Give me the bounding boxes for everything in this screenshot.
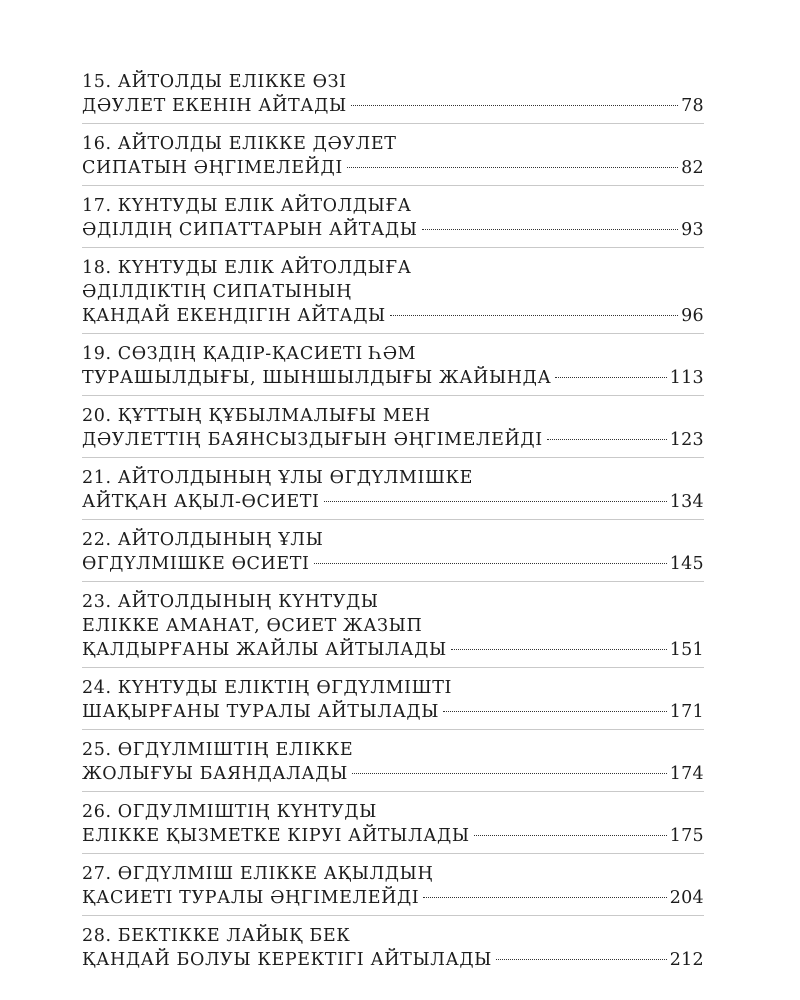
toc-entry-last-line bbox=[82, 886, 704, 910]
toc-entry-last-line bbox=[82, 700, 704, 724]
toc-entry-title-line: ДӘУЛЕТТІҢ БАЯНСЫЗДЫҒЫН ӘҢГІМЕЛЕЙДІ bbox=[82, 430, 543, 450]
toc-entry bbox=[82, 466, 704, 520]
toc-entry-last-line bbox=[82, 490, 704, 514]
toc-entry bbox=[82, 404, 704, 458]
toc-entry-title-line: ҚАНДАЙ ЕКЕНДІГІН АЙТАДЫ bbox=[82, 306, 386, 326]
toc-entry-last-line bbox=[82, 156, 704, 180]
dot-leader bbox=[547, 439, 667, 440]
dot-leader bbox=[422, 229, 679, 230]
toc-entry-last-line bbox=[82, 304, 704, 328]
toc-entry-last-line bbox=[82, 552, 704, 576]
dot-leader bbox=[314, 563, 667, 564]
toc-entry-title-line: 25. ӨГДҮЛМІШТІҢ ЕЛІККЕ bbox=[82, 740, 354, 760]
toc-page-number: 151 bbox=[669, 640, 704, 660]
toc-entry-title-line: 22. АЙТОЛДЫНЫҢ ҰЛЫ bbox=[82, 530, 324, 550]
dot-leader bbox=[443, 711, 667, 712]
dot-leader bbox=[390, 315, 678, 316]
toc-entry-title-line: 24. КҮНТУДЫ ЕЛІКТІҢ ӨГДҮЛМІШТІ bbox=[82, 678, 453, 698]
toc-page-number: 82 bbox=[681, 158, 704, 178]
toc-entry-title-line: ҚАНДАЙ БОЛУЫ КЕРЕКТІГІ АЙТЫЛАДЫ bbox=[82, 950, 492, 970]
toc-entry-title-line: ДӘУЛЕТ ЕКЕНІН АЙТАДЫ bbox=[82, 96, 347, 116]
toc-entry-title-line: 18. КҮНТУДЫ ЕЛІК АЙТОЛДЫҒА bbox=[82, 258, 412, 278]
toc-entry-title-line: ШАҚЫРҒАНЫ ТУРАЛЫ АЙТЫЛАДЫ bbox=[82, 702, 440, 722]
toc-entry-last-line bbox=[82, 948, 704, 972]
toc-entry-title-line: ЕЛІККЕ АМАНАТ, ӨСИЕТ ЖАЗЫП bbox=[82, 616, 423, 636]
toc-entry-title-line: 23. АЙТОЛДЫНЫҢ КҮНТУДЫ bbox=[82, 592, 379, 612]
toc-entry-last-line bbox=[82, 428, 704, 452]
table-of-contents bbox=[82, 70, 704, 985]
toc-entry-title-line: ТУРАШЫЛДЫҒЫ, ШЫНШЫЛДЫҒЫ ЖАЙЫНДА bbox=[82, 368, 552, 388]
toc-entry-title-line: СИПАТЫН ӘҢГІМЕЛЕЙДІ bbox=[82, 158, 343, 178]
toc-page-number: 123 bbox=[669, 430, 704, 450]
toc-entry-title-line: ҚАЛДЫРҒАНЫ ЖАЙЛЫ АЙТЫЛАДЫ bbox=[82, 640, 447, 660]
toc-entry bbox=[82, 132, 704, 186]
toc-entry bbox=[82, 342, 704, 396]
toc-entry-last-line bbox=[82, 366, 704, 390]
toc-entry-title-line: 15. АЙТОЛДЫ ЕЛІККЕ ӨЗІ bbox=[82, 72, 347, 92]
toc-entry-last-line bbox=[82, 762, 704, 786]
toc-entry-last-line bbox=[82, 218, 704, 242]
toc-entry-last-line bbox=[82, 824, 704, 848]
toc-entry bbox=[82, 590, 704, 668]
dot-leader bbox=[352, 773, 667, 774]
dot-leader bbox=[423, 897, 666, 898]
dot-leader bbox=[351, 105, 678, 106]
toc-page-number: 212 bbox=[669, 950, 704, 970]
toc-entry bbox=[82, 70, 704, 124]
toc-entry bbox=[82, 528, 704, 582]
dot-leader bbox=[496, 959, 667, 960]
dot-leader bbox=[474, 835, 667, 836]
toc-entry-title-line: ҚАСИЕТІ ТУРАЛЫ ӘҢГІМЕЛЕЙДІ bbox=[82, 888, 420, 908]
toc-entry-title-line: ӨГДҮЛМІШКЕ ӨСИЕТІ bbox=[82, 554, 310, 574]
toc-page-number: 171 bbox=[669, 702, 704, 722]
toc-page-number: 145 bbox=[669, 554, 704, 574]
toc-entry bbox=[82, 800, 704, 854]
toc-entry-title-line: ЖОЛЫҒУЫ БАЯНДАЛАДЫ bbox=[82, 764, 348, 784]
toc-entry-title-line: ӘДІЛДІКТІҢ СИПАТЫНЫҢ bbox=[82, 282, 352, 302]
dot-leader bbox=[347, 167, 678, 168]
toc-entry-title-line: 21. АЙТОЛДЫНЫҢ ҰЛЫ ӨГДҮЛМІШКЕ bbox=[82, 468, 474, 488]
toc-entry-title-line: ӘДІЛДІҢ СИПАТТАРЫН АЙТАДЫ bbox=[82, 220, 418, 240]
toc-page-number: 96 bbox=[681, 306, 704, 326]
toc-entry bbox=[82, 676, 704, 730]
toc-page-number: 134 bbox=[669, 492, 704, 512]
toc-entry-last-line bbox=[82, 638, 704, 662]
toc-entry bbox=[82, 256, 704, 334]
toc-entry bbox=[82, 738, 704, 792]
toc-entry-title-line: 28. БЕКТІККЕ ЛАЙЫҚ БЕК bbox=[82, 926, 351, 946]
dot-leader bbox=[324, 501, 667, 502]
toc-page-number: 174 bbox=[669, 764, 704, 784]
toc-page-number: 113 bbox=[669, 368, 704, 388]
toc-entry bbox=[82, 862, 704, 916]
toc-entry-title-line: 17. КҮНТУДЫ ЕЛІК АЙТОЛДЫҒА bbox=[82, 196, 412, 216]
toc-entry-title-line: ЕЛІККЕ ҚЫЗМЕТКЕ КІРУІ АЙТЫЛАДЫ bbox=[82, 826, 470, 846]
toc-entry-title-line: 27. ӨГДҮЛМІШ ЕЛІККЕ АҚЫЛДЫҢ bbox=[82, 864, 434, 884]
toc-page-number: 175 bbox=[669, 826, 704, 846]
toc-entry-last-line bbox=[82, 94, 704, 118]
toc-entry bbox=[82, 924, 704, 977]
toc-page-number: 204 bbox=[669, 888, 704, 908]
toc-entry-title-line: 16. АЙТОЛДЫ ЕЛІККЕ ДӘУЛЕТ bbox=[82, 134, 397, 154]
toc-entry-title-line: 19. СӨЗДІҢ ҚАДІР-ҚАСИЕТІ ҺӘМ bbox=[82, 344, 417, 364]
toc-page-number: 93 bbox=[681, 220, 704, 240]
toc-entry bbox=[82, 194, 704, 248]
toc-entry-title-line: АЙТҚАН АҚЫЛ-ӨСИЕТІ bbox=[82, 492, 320, 512]
dot-leader bbox=[555, 377, 666, 378]
toc-entry-title-line: 26. ОГДУЛМІШТІҢ КҮНТУДЫ bbox=[82, 802, 377, 822]
dot-leader bbox=[451, 649, 667, 650]
toc-entry-title-line: 20. ҚҰТТЫҢ ҚҰБЫЛМАЛЫҒЫ МЕН bbox=[82, 406, 431, 426]
toc-page-number: 78 bbox=[681, 96, 704, 116]
